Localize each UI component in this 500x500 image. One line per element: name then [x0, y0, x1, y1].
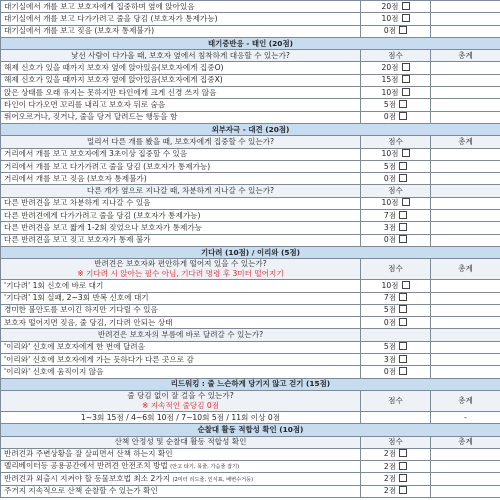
criterion-row: [1, 234, 500, 246]
score-cell: [361, 366, 431, 378]
score-value: 10점: [381, 13, 399, 23]
total-cell: [431, 13, 500, 25]
criterion-row: [1, 317, 500, 329]
question-row: [1, 329, 500, 341]
total-cell: [431, 461, 500, 473]
question-row: [1, 390, 500, 411]
score-cell: [361, 74, 431, 86]
score-value: 5점: [383, 305, 397, 315]
score-value: 2점: [383, 449, 397, 459]
question-row: [1, 50, 500, 62]
criterion-text: 거리에서 개를 보고 보호자에게 3초이상 집중할 수 있음: [1, 148, 361, 160]
section-title: 기다려 (10점) / 이리와 (5점): [1, 246, 500, 258]
criterion-text: 보호자 떨어지면 짖음, 줄 당김, 기다려 안되는 상태: [1, 317, 361, 329]
score-value: 5점: [383, 342, 397, 352]
criterion-text: 타인이 다가오면 꼬리를 내리고 보호자 뒤로 숨음: [1, 99, 361, 111]
question-row: [1, 259, 500, 280]
score-cell: [361, 234, 431, 246]
score-value: 2점: [383, 461, 397, 471]
criterion-row: [1, 111, 500, 123]
criterion-row: [1, 304, 500, 316]
score-cell: [361, 280, 431, 292]
score-value: 3점: [383, 354, 397, 364]
scoring-rule: 1~3회 15점 / 4~6회 10점 / 7~10회 5점 / 11회 이상 0점: [1, 411, 361, 423]
total-cell: [431, 111, 500, 123]
question-note: ※ 지속적인 줄당김 0점: [141, 400, 220, 410]
score-cell: [361, 173, 431, 185]
total-header: 총계: [431, 390, 500, 411]
criterion-row: [1, 197, 500, 209]
question-text: 다른 개가 옆으로 지나갈 때, 차분하게 지나갈 수 있는가?: [1, 185, 361, 197]
question-text: 줄 당김 없이 잘 걸을 수 있는가?: [127, 390, 234, 400]
score-cell: [361, 292, 431, 304]
total-cell: [431, 87, 500, 99]
criterion-row: [1, 99, 500, 111]
section-title: 태기중반응 - 태인 (20점): [1, 37, 500, 49]
checkbox[interactable]: [399, 318, 407, 326]
question-row: [1, 436, 500, 448]
checkbox[interactable]: [399, 211, 407, 219]
score-value: 10점: [381, 149, 399, 159]
total-cell: [431, 1, 500, 13]
total-cell: [431, 485, 500, 497]
score-value: 15점: [381, 75, 399, 85]
criterion-row: [1, 448, 500, 460]
total-cell: [431, 148, 500, 160]
criterion-row: [1, 292, 500, 304]
checkbox[interactable]: [399, 486, 407, 494]
total-cell: [431, 304, 500, 316]
total-header: 총계: [431, 436, 500, 448]
score-value: 2점: [383, 474, 397, 484]
score-value: 20점: [381, 63, 399, 73]
section-title: 리드워킹 : 줄 느슨하게 당기지 않고 걷기 (15점): [1, 378, 500, 390]
total-cell: [431, 448, 500, 460]
checkbox[interactable]: [399, 449, 407, 457]
section-header: [1, 123, 500, 135]
criterion-text: 뛰어오르거나, 짖거나, 줄을 당겨 달려드는 행동을 함: [1, 111, 361, 123]
total-header: [431, 329, 500, 341]
criterion-note: (안고 타기, 목줄, 가슴줄 잡기): [170, 464, 240, 471]
total-cell: -: [431, 411, 500, 423]
section-header: [1, 378, 500, 390]
total-header: 총계: [431, 259, 500, 280]
total-cell: [431, 292, 500, 304]
criterion-text: 반려견과 외출시 지켜야 할 동물보호법 최소 2가지: [4, 473, 173, 483]
criterion-cell: [1, 473, 361, 485]
score-cell: [361, 448, 431, 460]
score-cell: [361, 461, 431, 473]
total-cell: [431, 99, 500, 111]
criterion-text: 해제 신호가 있을 때까지 보호자 옆에 앉아있음(보호자에게 집중O): [1, 62, 361, 74]
criterion-text: 다른 반려견을 보고 짖고 보호자가 통제 불가: [1, 234, 361, 246]
criterion-note: (2미터 리드줄, 인식표, 배변수거등): [172, 476, 254, 483]
total-cell: [431, 473, 500, 485]
total-cell: [431, 197, 500, 209]
total-cell: [431, 280, 500, 292]
criterion-text: 대기실에서 개를 보고 짖음 (보호자 통제불가): [1, 25, 361, 37]
checkbox[interactable]: [402, 149, 410, 157]
question-text: 멀리서 다른 개를 봤을 때, 보호자에게 집중할 수 있는가?: [1, 136, 361, 148]
score-value: 2점: [383, 486, 397, 496]
score-cell: [361, 1, 431, 13]
criterion-row: [1, 87, 500, 99]
checkbox[interactable]: [402, 63, 410, 71]
criterion-row: [1, 148, 500, 160]
criterion-row: [1, 354, 500, 366]
score-cell: [361, 160, 431, 172]
scoring-rule-row: [1, 411, 500, 423]
question-cell: [1, 259, 361, 280]
score-value: 3점: [383, 222, 397, 232]
checkbox[interactable]: [399, 162, 407, 170]
score-value: 0점: [383, 112, 397, 122]
score-value: 0점: [383, 317, 397, 327]
question-text: 낯선 사람이 다가올 때, 보호자 옆에서 침착하게 대응할 수 있는가?: [1, 50, 361, 62]
score-header: 점수: [361, 50, 431, 62]
score-cell: [361, 485, 431, 497]
question-text: 산책 안정성 및 순찰대 활동 적합성 확인: [1, 436, 361, 448]
checkbox[interactable]: [399, 474, 407, 482]
total-header: [431, 185, 500, 197]
score-cell: [361, 317, 431, 329]
checkbox[interactable]: [399, 462, 407, 470]
total-cell: [431, 354, 500, 366]
checkbox[interactable]: [399, 112, 407, 120]
score-value: 10점: [381, 280, 399, 290]
checkbox[interactable]: [399, 235, 407, 243]
score-cell: [361, 62, 431, 74]
sheet-body: [1, 1, 500, 498]
score-cell: [361, 304, 431, 316]
criterion-row: [1, 485, 500, 497]
criterion-row: [1, 62, 500, 74]
criterion-text: 다른 반려견을 보고 짧게 1-2회 짖었으나 보호자가 통제가능: [1, 222, 361, 234]
criterion-text: '이리와' 신호에 보호자에게 가는 듯하다가 다른 곳으로 감: [1, 354, 361, 366]
section-title: 순찰대 활동 적합성 확인 (10점): [1, 424, 500, 436]
score-cell: [361, 473, 431, 485]
checkbox[interactable]: [402, 75, 410, 83]
score-value: 0점: [383, 173, 397, 183]
criterion-cell: [1, 461, 361, 473]
question-note: ※ 기다려 시 앉아는 필수 아님, 기다려 명령 후 3미터 떨어지기: [77, 269, 284, 279]
score-header: 점수: [361, 136, 431, 148]
checkbox[interactable]: [399, 305, 407, 313]
score-cell: [361, 197, 431, 209]
criterion-text: '기다려' 1회 실패, 2~3회 반복 신호에 대기: [1, 292, 361, 304]
question-text: 반려견은 보호자와 편안하게 떨어져 있을 수 있는가?: [94, 259, 267, 269]
score-value: 0점: [383, 366, 397, 376]
checkbox[interactable]: [399, 293, 407, 301]
criterion-row: [1, 341, 500, 353]
score-cell: [361, 87, 431, 99]
checkbox[interactable]: [399, 342, 407, 350]
checkbox[interactable]: [402, 198, 410, 206]
score-cell: [361, 13, 431, 25]
criterion-row: [1, 160, 500, 172]
score-cell: [361, 25, 431, 37]
score-header: 점수: [361, 436, 431, 448]
criterion-text: 해제 신호가 있을 때까지 보호자 옆에 앉아있음(보호자에게 집중X): [1, 74, 361, 86]
criterion-text: 반려견과 주변상황을 잘 살피면서 산책 하는지 확인: [1, 448, 361, 460]
total-header: 총계: [431, 50, 500, 62]
section-title: 외부자극 - 대견 (20점): [1, 123, 500, 135]
criterion-row: [1, 222, 500, 234]
score-cell: [361, 148, 431, 160]
checkbox[interactable]: [402, 2, 410, 10]
criterion-text: 대기실에서 개를 보고 보호자에게 집중하며 옆에 앉아있음: [1, 1, 361, 13]
total-cell: [431, 62, 500, 74]
score-cell: [361, 341, 431, 353]
score-cell: [361, 411, 431, 423]
total-cell: [431, 173, 500, 185]
score-cell: [361, 222, 431, 234]
checkbox[interactable]: [399, 355, 407, 363]
total-cell: [431, 74, 500, 86]
score-value: 5점: [383, 100, 397, 110]
total-cell: [431, 160, 500, 172]
criterion-row: [1, 280, 500, 292]
question-row: [1, 185, 500, 197]
total-cell: [431, 222, 500, 234]
total-header: 총계: [431, 136, 500, 148]
criterion-text: '기다려' 1회 신호에 바로 대기: [1, 280, 361, 292]
criterion-row: [1, 210, 500, 222]
section-header: [1, 246, 500, 258]
criterion-text: 앉은 상태를 오래 유지는 못하지만 타인에게 크게 신경 쓰지 않음: [1, 87, 361, 99]
section-header: [1, 424, 500, 436]
total-cell: [431, 317, 500, 329]
score-value: 20점: [381, 1, 399, 11]
score-cell: [361, 111, 431, 123]
score-value: 0점: [383, 235, 397, 245]
checkbox[interactable]: [402, 88, 410, 96]
score-cell: [361, 99, 431, 111]
criterion-text: 멜리베이터등 공용공간에서 반려견 안전조치 방법: [4, 461, 171, 471]
score-header: 점수: [361, 390, 431, 411]
criterion-text: 경미한 불안도를 보이긴 하지만 기다릴 수 있음: [1, 304, 361, 316]
criterion-text: 다른 반려견을 보고 차분하게 지나갈 수 있음: [1, 197, 361, 209]
section-header: [1, 37, 500, 49]
criterion-text: 거리에서 개를 보고 다가가려고 줄을 당김 (보호자가 통제가능): [1, 160, 361, 172]
checkbox[interactable]: [399, 26, 407, 34]
question-cell: [1, 390, 361, 411]
score-value: 5점: [383, 161, 397, 171]
criterion-row: [1, 1, 500, 13]
score-value: 7점: [383, 210, 397, 220]
score-value: 10점: [381, 87, 399, 97]
total-cell: [431, 25, 500, 37]
criterion-text: 주거지 지속적으로 산책 순찰할 수 있는가 확인: [1, 485, 361, 497]
checkbox[interactable]: [402, 281, 410, 289]
score-header: 점수: [361, 259, 431, 280]
criterion-row: [1, 473, 500, 485]
criterion-row: [1, 366, 500, 378]
criterion-text: 대기실에서 개를 보고 다가가려고 줄을 당김 (보호자가 통제가능): [1, 13, 361, 25]
criterion-text: '이리와' 신호에 보호자에게 한 번에 달려옴: [1, 341, 361, 353]
checkbox[interactable]: [399, 100, 407, 108]
criterion-row: [1, 74, 500, 86]
checkbox[interactable]: [402, 14, 410, 22]
criterion-text: '이리와' 신호에 움직이지 않음: [1, 366, 361, 378]
score-cell: [361, 210, 431, 222]
total-cell: [431, 366, 500, 378]
checkbox[interactable]: [399, 174, 407, 182]
criterion-row: [1, 25, 500, 37]
total-cell: [431, 234, 500, 246]
criterion-row: [1, 13, 500, 25]
score-value: 10점: [381, 198, 399, 208]
criterion-row: [1, 461, 500, 473]
score-header: [361, 329, 431, 341]
total-cell: [431, 210, 500, 222]
total-cell: [431, 341, 500, 353]
question-text: 반려견은 보호자의 부름에 바로 달려갈 수 있는가?: [1, 329, 361, 341]
score-header: 점수: [361, 185, 431, 197]
checkbox[interactable]: [399, 223, 407, 231]
score-cell: [361, 354, 431, 366]
criterion-row: [1, 173, 500, 185]
criterion-text: 다른 반려견에게 다가가려고 줄을 당김 (보호자가 통제가능): [1, 210, 361, 222]
question-row: [1, 136, 500, 148]
checkbox[interactable]: [399, 367, 407, 375]
score-value: 0점: [383, 26, 397, 36]
score-value: 7점: [383, 293, 397, 303]
criterion-text: 거리에서 개를 보고 짖음 (보호자 통제불가): [1, 173, 361, 185]
